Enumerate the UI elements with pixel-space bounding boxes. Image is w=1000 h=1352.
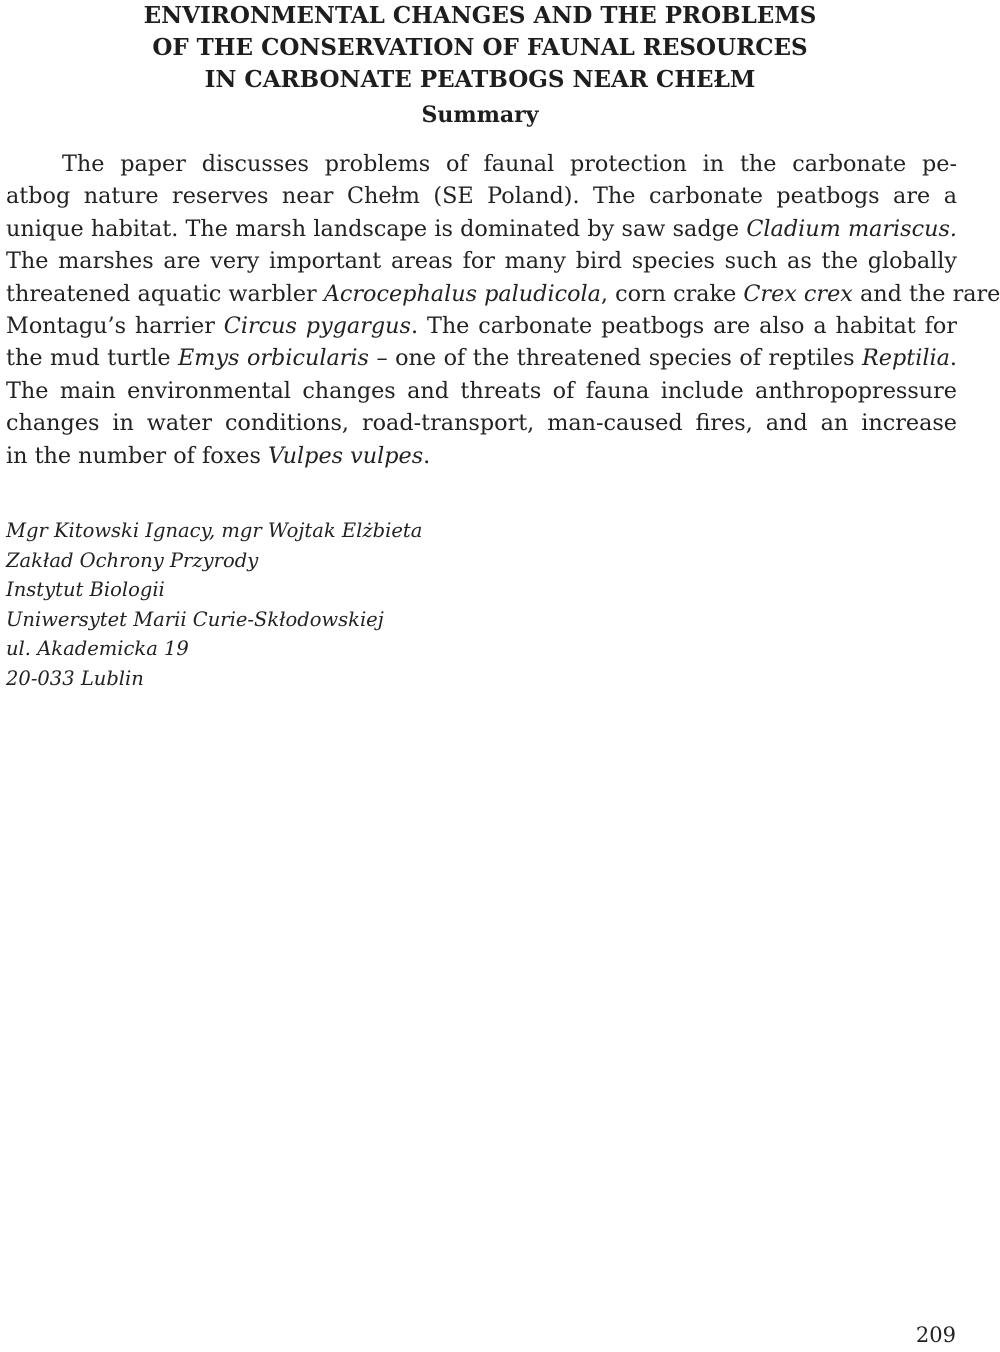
abstract-line-4: The marshes are very important areas for many bird species such as the globally xyxy=(6,248,957,275)
abstract-text: . xyxy=(949,345,957,372)
page-number: 209 xyxy=(915,1323,956,1347)
abstract-text: in the number of foxes xyxy=(6,442,268,469)
abstract-text: and the rare xyxy=(852,280,1000,307)
title-line-2: OF THE CONSERVATION OF FAUNAL RESOURCES xyxy=(152,34,808,61)
abstract-text: , corn crake xyxy=(600,280,744,307)
abstract-text: threatened aquatic warbler xyxy=(6,280,324,307)
species-name: Vulpes vulpes xyxy=(268,442,424,469)
title-line-3: IN CARBONATE PEATBOGS NEAR CHEŁM xyxy=(204,66,756,93)
street-address: ul. Akademicka 19 xyxy=(6,637,189,660)
abstract-line-7 xyxy=(6,342,957,374)
paper-title xyxy=(0,0,960,96)
species-name: Crex crex xyxy=(743,280,853,307)
species-name: Emys orbicularis xyxy=(178,345,369,372)
abstract-line-1: The paper discusses problems of faunal protection in the carbonate pe- xyxy=(62,151,957,177)
summary-heading: Summary xyxy=(421,102,539,128)
abstract-text: the mud turtle xyxy=(6,345,179,372)
abstract-line-5 xyxy=(6,278,1000,310)
abstract-line-8: The main environmental changes and threats of fauna include anthropopressure xyxy=(6,377,957,404)
abstract-line-10 xyxy=(6,440,957,472)
taxon-name: Reptilia xyxy=(862,345,950,372)
abstract-text: – one of the threatened species of reptiles xyxy=(368,345,862,372)
abstract-text: unique habitat. The marsh landscape is dominated by saw sadge xyxy=(6,215,747,242)
department: Zakład Ochrony Przyrody xyxy=(6,548,259,572)
title-line-1: ENVIRONMENTAL CHANGES AND THE PROBLEMS xyxy=(143,2,817,29)
university: Uniwersytet Marii Curie-Skłodowskiej xyxy=(6,607,384,631)
abstract-text: . xyxy=(423,442,431,469)
abstract-paragraph xyxy=(6,148,1000,472)
postal-city: 20-033 Lublin xyxy=(6,666,144,690)
abstract-line-3 xyxy=(6,213,957,245)
authors: Mgr Kitowski Ignacy, mgr Wojtak Elżbieta xyxy=(6,519,423,542)
species-name: Acrocephalus paludicola xyxy=(323,280,601,307)
abstract-line-6 xyxy=(6,310,957,342)
species-name: Circus pygargus xyxy=(223,313,411,340)
author-affiliation xyxy=(6,516,422,693)
abstract-text: . The carbonate peatbogs are also a habitat for xyxy=(410,313,957,340)
species-name: Cladium mariscus. xyxy=(746,215,958,242)
abstract-text: Montagu’s harrier xyxy=(6,313,224,340)
abstract-line-9: changes in water conditions, road-transport, man-caused fires, and an increase xyxy=(6,410,957,437)
institute: Instytut Biologii xyxy=(6,578,165,601)
abstract-line-2: atbog nature reserves near Chełm (SE Poland). The carbonate peatbogs are a xyxy=(6,183,957,210)
